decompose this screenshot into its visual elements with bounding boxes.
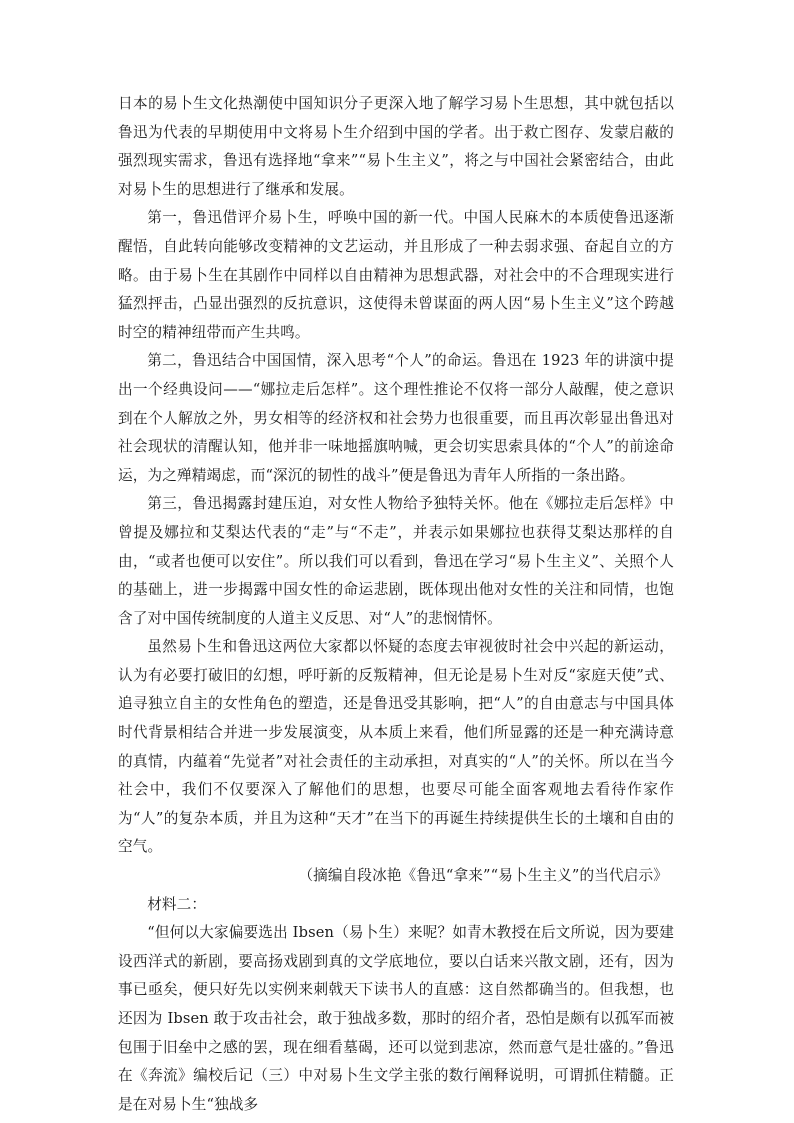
source-citation: （摘编自段冰艳《鲁迅“拿来”“易卜生主义”的当代启示》 — [298, 867, 668, 885]
paragraph-third-point: 第三，鲁迅揭露封建压迫，对女性人物给予独特关怀。他在《娜拉走后怎样》中曾提及娜拉和艾梨达代表的“走”与“不走”，并表示如果娜拉也获得艾梨达那样的自由，“或者也便可以安住”。所以我们可以看到，鲁迅在学习“易卜生主义”、关照个人的基础上，进一步揭露中国女性的命运悲剧，既体现出他对女性的关注和同情，也饱含了对中国传统制度的人道主义反思、对“人”的悲悯情怀。 — [118, 495, 674, 627]
paragraph-second-point: 第二，鲁迅结合中国国情，深入思考“个人”的命运。鲁迅在 1923 年的讲演中提出一个经典设问——“娜拉走后怎样”。这个理性推论不仅将一部分人敲醒，使之意识到在个人解放之外，男女相等的经济权和社会势力也很重要，而且再次彰显出鲁迅对社会现状的清醒认知，他并非一味地摇旗呐喊，更会切实思索具体的“个人”的前途命运，为之殚精竭虑，而“深沉的韧性的战斗”便是鲁迅为青年人所指的一条出路。 — [118, 352, 674, 484]
document-page — [118, 90, 674, 1119]
material-two-label: 材料二： — [147, 895, 207, 913]
paragraph-intro: 日本的易卜生文化热潮使中国知识分子更深入地了解学习易卜生思想，其中就包括以鲁迅为代表的早期使用中文将易卜生介绍到中国的学者。出于救亡图存、发蒙启蔽的强烈现实需求，鲁迅有选择地“拿来”“易卜生主义”，将之与中国社会紧密结合，由此对易卜生的思想进行了继承和发展。 — [118, 95, 674, 198]
material-two-paragraph: “但何以大家偏要选出 Ibsen（易卜生）来呢？如青木教授在后文所说，因为要建设西洋式的新剧，要高扬戏剧到真的文学底地位，要以白话来兴散文剧，还有，因为事已亟矣，便只好先以实例来刺戟天下读书人的直感：这自然都确当的。但我想，也还因为 Ibsen 敢于攻击社会，敢于独战多数，那时的绍介者，恐怕是颇有以孤军而被包围于旧垒中之感的罢，现在细看墓碣，还可以觉到悲凉，然而意气是壮盛的。”鲁迅在《奔流》编校后记（三）中对易卜生文学主张的数行阐释说明，可谓抓住精髓。正是在对易卜生“独战多 — [118, 924, 674, 1113]
paragraph-conclusion: 虽然易卜生和鲁迅这两位大家都以怀疑的态度去审视彼时社会中兴起的新运动，认为有必要打破旧的幻想，呼吁新的反叛精神，但无论是易卜生对反“家庭天使”式、追寻独立自主的女性角色的塑造，还是鲁迅受其影响，把“人”的自由意志与中国具体时代背景相结合并进一步发展演变，从本质上来看，他们所显露的还是一种充满诗意的真情，内蕴着“先觉者”对社会责任的主动承担，对真实的“人”的关怀。所以在当今社会中，我们不仅要深入了解他们的思想，也要尽可能全面客观地去看待作家作为“人”的复杂本质，并且为这种“天才”在当下的再诞生持续提供生长的土壤和自由的空气。 — [118, 638, 674, 856]
paragraph-first-point: 第一，鲁迅借评介易卜生，呼唤中国的新一代。中国人民麻木的本质使鲁迅逐渐醒悟，自此转向能够改变精神的文艺运动，并且形成了一种去弱求强、奋起自立的方略。由于易卜生在其剧作中同样以自由精神为思想武器，对社会中的不合理现实进行猛烈抨击，凸显出强烈的反抗意识，这使得未曾谋面的两人因“易卜生主义”这个跨越时空的精神纽带而产生共鸣。 — [118, 209, 674, 341]
